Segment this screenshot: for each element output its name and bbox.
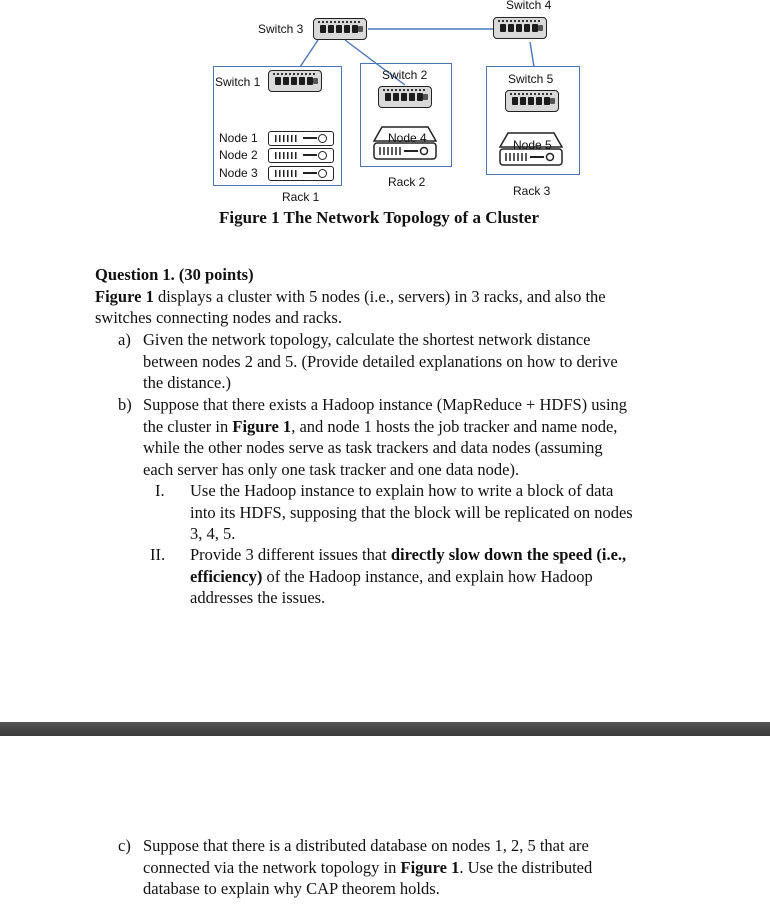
part-c-line: Suppose that there is a distributed database on nodes 1, 2, 5 that are	[143, 836, 589, 855]
part-b-line: while the other nodes serve as task trackers and data nodes (assuming	[143, 438, 603, 457]
part-b-ii-line: efficiency) of the Hadoop instance, and explain how Hadoop	[190, 566, 593, 586]
switch-1-icon	[268, 70, 322, 92]
part-c	[118, 835, 758, 900]
page-divider	[0, 722, 770, 736]
part-b	[118, 394, 758, 480]
rack-2-label: Rack 2	[388, 175, 426, 189]
question-title: Question 1. (30 points)	[95, 265, 254, 284]
node-4-label: Node 4	[388, 131, 427, 145]
figure-caption: Figure 1 The Network Topology of a Cluster	[219, 208, 540, 227]
part-a-line: Given the network topology, calculate the shortest network distance	[143, 330, 591, 349]
switch-1-label: Switch 1	[215, 75, 261, 89]
switch-4-icon	[493, 17, 547, 39]
node-1-label: Node 1	[219, 131, 258, 145]
node-2-server-icon	[268, 148, 334, 163]
node-3-label: Node 3	[219, 166, 258, 180]
node-5-label: Node 5	[513, 138, 552, 152]
part-b-marker: b)	[118, 395, 132, 414]
part-c-marker: c)	[118, 836, 131, 855]
switch-2-icon	[378, 86, 432, 108]
switch-3-label: Switch 3	[258, 22, 304, 36]
switch-2-label: Switch 2	[382, 68, 428, 82]
part-b-line: each server has only one task tracker and one data node).	[143, 459, 520, 479]
part-b-ii-line: Provide 3 different issues that directly slow down the speed (i.e.,	[190, 545, 627, 564]
part-b-i-line: 3, 4, 5.	[190, 524, 236, 543]
part-b-line: Suppose that there exists a Hadoop instance (MapReduce + HDFS) using	[143, 395, 628, 414]
switch-5-icon	[505, 90, 559, 112]
question-intro-cont: switches connecting nodes and racks.	[95, 308, 342, 327]
part-b-ii	[150, 544, 755, 609]
question-block	[95, 264, 755, 329]
part-b-i-line: into its HDFS, supposing that the block will be replicated on nodes	[190, 502, 633, 522]
question-intro	[95, 286, 755, 308]
figure-reference: Figure 1	[95, 286, 154, 306]
switch-5-label: Switch 5	[508, 72, 554, 86]
rack-1-label: Rack 1	[282, 190, 320, 204]
rack-3-label: Rack 3	[513, 184, 551, 198]
intro-text: displays a cluster with 5 nodes (i.e., servers) in 3 racks, and also the	[153, 286, 606, 306]
part-b-line: the cluster in Figure 1, and node 1 hosts the job tracker and name node,	[143, 416, 618, 436]
part-a-line: the distance.)	[143, 373, 231, 392]
part-b-i-marker: I.	[155, 481, 165, 500]
part-a	[118, 329, 758, 394]
switch-3-icon	[313, 18, 367, 40]
part-b-ii-marker: II.	[150, 545, 166, 564]
part-b-i-line: Use the Hadoop instance to explain how to write a block of data	[190, 481, 614, 500]
part-b-ii-line: addresses the issues.	[190, 588, 326, 607]
node-2-label: Node 2	[219, 148, 258, 162]
part-a-marker: a)	[118, 330, 131, 349]
network-topology-figure	[0, 0, 770, 235]
switch-4-label: Switch 4	[506, 0, 552, 12]
node-3-server-icon	[268, 166, 334, 181]
part-b-i	[155, 480, 755, 545]
link-switch4-switch5	[530, 42, 534, 67]
part-a-line: between nodes 2 and 5. (Provide detailed explanations on how to derive	[143, 351, 618, 371]
node-1-server-icon	[268, 131, 334, 146]
part-c-line: connected via the network topology in Figure 1. Use the distributed	[143, 857, 593, 877]
part-c-line: database to explain why CAP theorem holds.	[143, 879, 440, 898]
link-switch3-switch1	[300, 40, 318, 67]
